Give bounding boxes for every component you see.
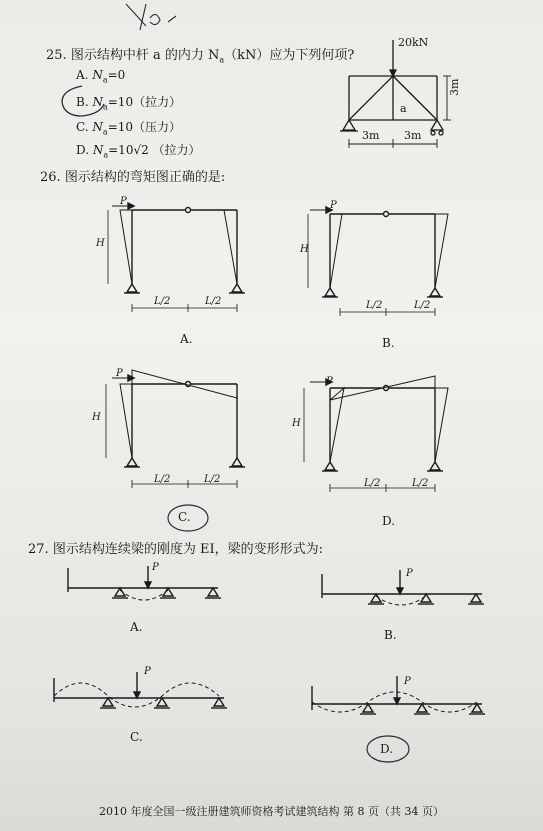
q27-beam-d — [302, 668, 492, 738]
q27-b-load-label: P — [406, 568, 413, 579]
q26-c-height-label: H — [92, 412, 101, 423]
q27-option-b[interactable]: B. — [384, 628, 397, 642]
q26-b-half1-label: L/2 — [366, 300, 383, 311]
load-arrowhead — [390, 70, 396, 76]
q25-load-label: 20kN — [398, 36, 429, 49]
q26-frame-a — [92, 192, 252, 322]
q27-question: 图示结构连续梁的刚度为 EI，梁的变形形式为: — [52, 542, 323, 557]
q25-span1-label: 3m — [362, 129, 380, 142]
q26-title — [40, 166, 225, 185]
q27-beam-a — [58, 560, 228, 620]
q26-d-height-label: H — [292, 418, 301, 429]
q26-c-load-label: P — [116, 368, 123, 379]
answer-circle-q27 — [362, 730, 416, 768]
q25-option-c[interactable]: C. $N_a=10$（压力） — [76, 120, 182, 137]
q25-member-label: a — [400, 102, 407, 115]
q26-question: 图示结构的弯矩图正确的是: — [64, 170, 226, 185]
q27-a-load-label: P — [152, 562, 159, 573]
q26-option-a[interactable]: A. — [180, 332, 193, 346]
q27-beam-c — [44, 660, 234, 730]
q27-beam-b — [312, 566, 492, 626]
q26-option-b[interactable]: B. — [382, 336, 395, 350]
q26-a-height-label: H — [96, 238, 105, 249]
q26-option-d[interactable]: D. — [382, 514, 396, 528]
q26-c-half2-label: L/2 — [204, 474, 221, 485]
q27-option-d[interactable]: D. — [380, 742, 394, 756]
q26-b-load-label: P — [330, 200, 337, 211]
q27-title — [28, 538, 323, 557]
q27-c-load-label: P — [144, 666, 151, 677]
q26-b-height-label: H — [300, 244, 309, 255]
q26-b-half2-label: L/2 — [414, 300, 431, 311]
truss-diagonal-left — [349, 76, 393, 120]
q26-d-half1-label: L/2 — [364, 478, 381, 489]
left-pin-support — [343, 120, 355, 130]
q26-c-half1-label: L/2 — [154, 474, 171, 485]
q26-option-c[interactable]: C. — [178, 510, 191, 524]
q26-frame-c — [92, 362, 252, 502]
q25-option-b[interactable]: B. $N_a=10$（拉力） — [76, 95, 182, 112]
q27-d-load-label: P — [404, 676, 411, 687]
q25-truss-figure — [335, 32, 465, 160]
q25-question-sub: a — [219, 55, 225, 65]
right-roller-support — [431, 120, 443, 130]
q27-option-c[interactable]: C. — [130, 730, 143, 744]
answer-circle-q26 — [164, 500, 214, 536]
q26-a-half1-label: L/2 — [154, 296, 171, 307]
page-footer: 2010 年度全国一级注册建筑师资格考试建筑结构 第 8 页（共 34 页） — [99, 805, 444, 818]
q25-option-a[interactable]: A. $N_a=0$ — [76, 68, 126, 85]
q25-title — [46, 44, 354, 65]
q25-option-d[interactable]: D. $N_a=10√2$ （拉力） — [76, 143, 201, 160]
q25-number: 25. — [46, 48, 67, 63]
q25-question: 图示结构中杆 a 的内力 N — [70, 48, 220, 63]
q26-a-load-label: P — [120, 196, 127, 207]
answer-circle-q25 — [56, 80, 116, 124]
q25-question-tail: （kN）应为下列何项? — [224, 48, 355, 63]
q27-option-a[interactable]: A. — [130, 620, 143, 634]
pen-doodle — [116, 0, 186, 40]
q27-number: 27. — [28, 542, 49, 557]
q26-a-half2-label: L/2 — [205, 296, 222, 307]
q25-height-label: 3m — [448, 78, 461, 96]
q26-d-load-label: P — [326, 376, 333, 387]
q25-span2-label: 3m — [404, 129, 422, 142]
q26-d-half2-label: L/2 — [412, 478, 429, 489]
q26-number: 26. — [40, 170, 61, 185]
